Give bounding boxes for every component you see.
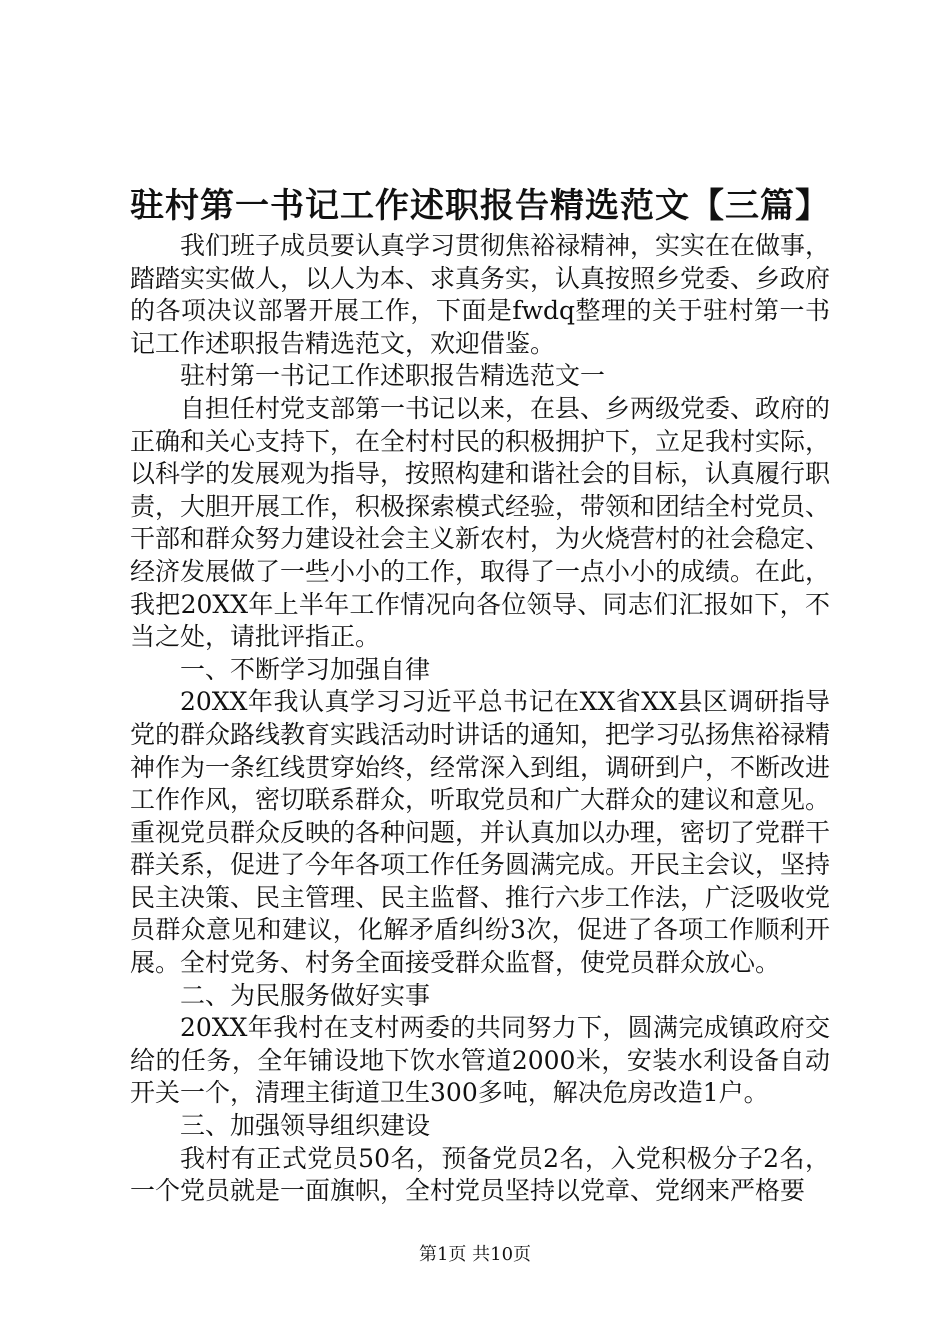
body-paragraph: 20XX年我村在支村两委的共同努力下，圆满完成镇政府交给的任务，全年铺设地下饮水管道2000米，安装水利设备自动开关一个，清理主街道卫生300多吨，解决危房改造1户。 — [130, 1013, 830, 1108]
intro-paragraph: 我们班子成员要认真学习贯彻焦裕禄精神，实实在在做事，踏踏实实做人，以人为本、求真务实，认真按照乡党委、乡政府的各项决议部署开展工作，下面是fwdq整理的关于驻村第一书记工作述职报告精选范文，欢迎借鉴。 — [130, 231, 831, 358]
page-number-footer: 第1页 共10页 — [418, 1244, 532, 1265]
section-heading: 二、为民服务做好实事 — [180, 980, 431, 1010]
body-paragraph: 20XX年我认真学习习近平总书记在XX省XX县区调研指导党的群众路线教育实践活动时讲话的通知，把学习弘扬焦裕禄精神作为一条红线贯穿始终，经常深入到组，调研到户，不断改进工作作风，密切联系群众，听取党员和广大群众的建议和意见。重视党员群众反映的各种问题，并认真加以办理，密切了党群干群关系，促进了今年各项工作任务圆满完成。开民主会议，坚持民主决策、民主管理、民主监督、推行六步工作法，广泛吸收党员群众意见和建议，化解矛盾纠纷3次，促进了各项工作顺利开展。全村党务、村务全面接受群众监督，使党员群众放心。 — [130, 687, 831, 978]
document-title: 驻村第一书记工作述职报告精选范文【三篇】 — [130, 186, 830, 226]
section-heading: 三、加强领导组织建设 — [180, 1111, 431, 1141]
body-paragraph: 我村有正式党员50名，预备党员2名，入党积极分子2名，一个党员就是一面旗帜，全村党员坚持以党章、党纲来严格要 — [130, 1143, 830, 1206]
document-body — [130, 230, 830, 1208]
section-heading: 驻村第一书记工作述职报告精选范文一 — [180, 361, 606, 391]
section-heading: 一、不断学习加强自律 — [180, 654, 431, 684]
body-paragraph: 自担任村党支部第一书记以来，在县、乡两级党委、政府的正确和关心支持下，在全村村民的积极拥护下，立足我村实际，以科学的发展观为指导，按照构建和谐社会的目标，认真履行职责，大胆开展工作，积极探索模式经验，带领和团结全村党员、干部和群众努力建设社会主义新农村，为火烧营村的社会稳定、经济发展做了一些小小的工作，取得了一点小小的成绩。在此，我把20XX年上半年工作情况向各位领导、同志们汇报如下，不当之处，请批评指正。 — [130, 393, 831, 652]
